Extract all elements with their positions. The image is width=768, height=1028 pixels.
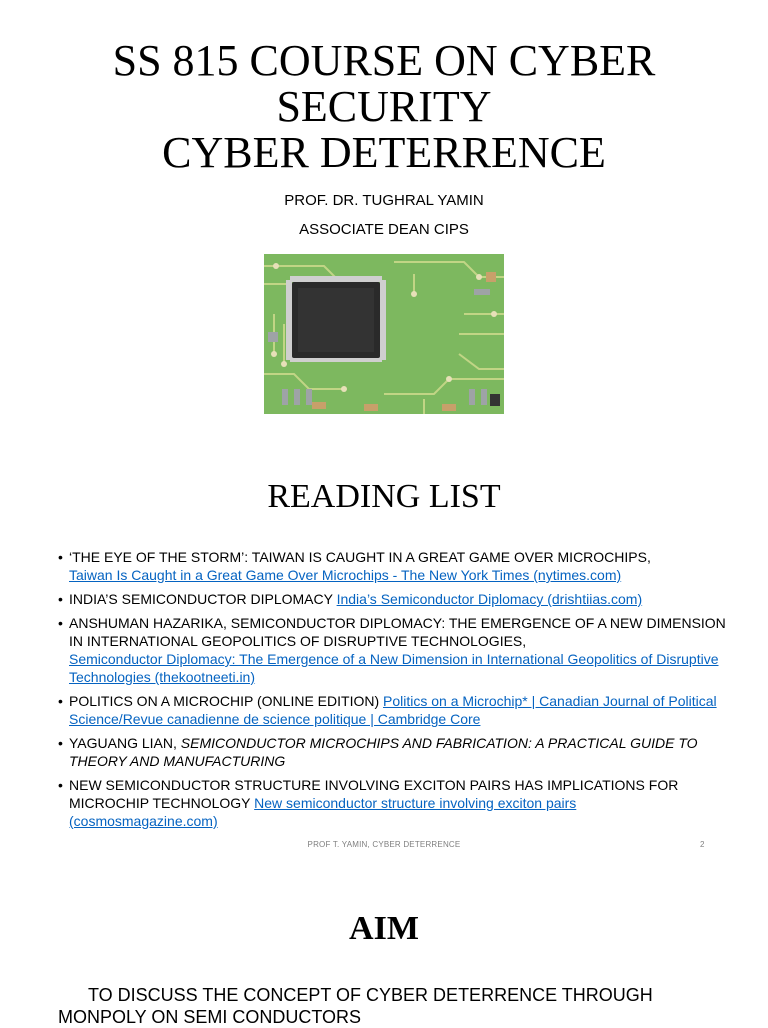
list-item [58,692,728,728]
reference-link[interactable]: New semiconductor structure involving exciton pairs (cosmosmagazine.com) [69,795,577,829]
reading-list-slide [0,430,768,870]
aim-body-text: TO DISCUSS THE CONCEPT OF CYBER DETERRENCE THROUGH MONPOLY ON SEMI CONDUCTORS [58,985,653,1027]
reading-list [58,548,728,836]
slide-title: READING LIST [267,478,501,515]
title-line: SECURITY [276,82,492,131]
reference-text: ANSHUMAN HAZARIKA, SEMICONDUCTOR DIPLOMACY: THE EMERGENCE OF A NEW DIMENSION IN INTERNATIONAL GEOPOLITICS OF DISRUPTIVE TECHNOLOGIES, [69,615,726,649]
reference-link[interactable]: Taiwan Is Caught in a Great Game Over Microchips - The New York Times (nytimes.com) [69,567,622,583]
reference-text: ‘THE EYE OF THE STORM’: TAIWAN IS CAUGHT IN A GREAT GAME OVER MICROCHIPS, [69,549,651,565]
reference-text: YAGUANG LIAN, [69,735,181,751]
author-role: ASSOCIATE DEAN CIPS [299,221,469,238]
slide-title [0,38,768,176]
title-slide [0,0,768,430]
list-item [58,734,728,770]
aim-slide [0,870,768,1027]
microchip-circuit-board-image [264,254,504,414]
title-line: SS 815 COURSE ON CYBER [112,36,656,85]
reference-text: INDIA’S SEMICONDUCTOR DIPLOMACY [69,591,333,607]
reference-text: NEW SEMICONDUCTOR STRUCTURE INVOLVING EXCITON PAIRS HAS IMPLICATIONS FOR MICROCHIP TECHNOLOGY [69,777,679,811]
author-name: PROF. DR. TUGHRAL YAMIN [284,192,484,209]
reference-link[interactable]: Politics on a Microchip* | Canadian Journal of Political Science/Revue canadienne de science politique | Cambridge Core [69,693,717,727]
reference-link[interactable]: India’s Semiconductor Diplomacy (drishtiias.com) [336,591,643,607]
title-line: CYBER DETERRENCE [162,128,606,177]
page-number: 2 [700,840,705,849]
list-item [58,614,728,686]
slide-footer: PROF T. YAMIN, CYBER DETERRENCE [307,840,461,849]
list-item [58,548,728,584]
list-item [58,776,728,830]
list-item [58,590,728,608]
reference-text: POLITICS ON A MICROCHIP (ONLINE EDITION) [69,693,380,709]
reference-link[interactable]: Semiconductor Diplomacy: The Emergence of a New Dimension in International Geopolitics of Disruptive Technologies (thekootneeti.in) [69,651,719,685]
reference-italic-title: SEMICONDUCTOR MICROCHIPS AND FABRICATION: A PRACTICAL GUIDE TO THEORY AND MANUFACTURING [69,735,698,769]
slide-title: AIM [349,910,419,947]
